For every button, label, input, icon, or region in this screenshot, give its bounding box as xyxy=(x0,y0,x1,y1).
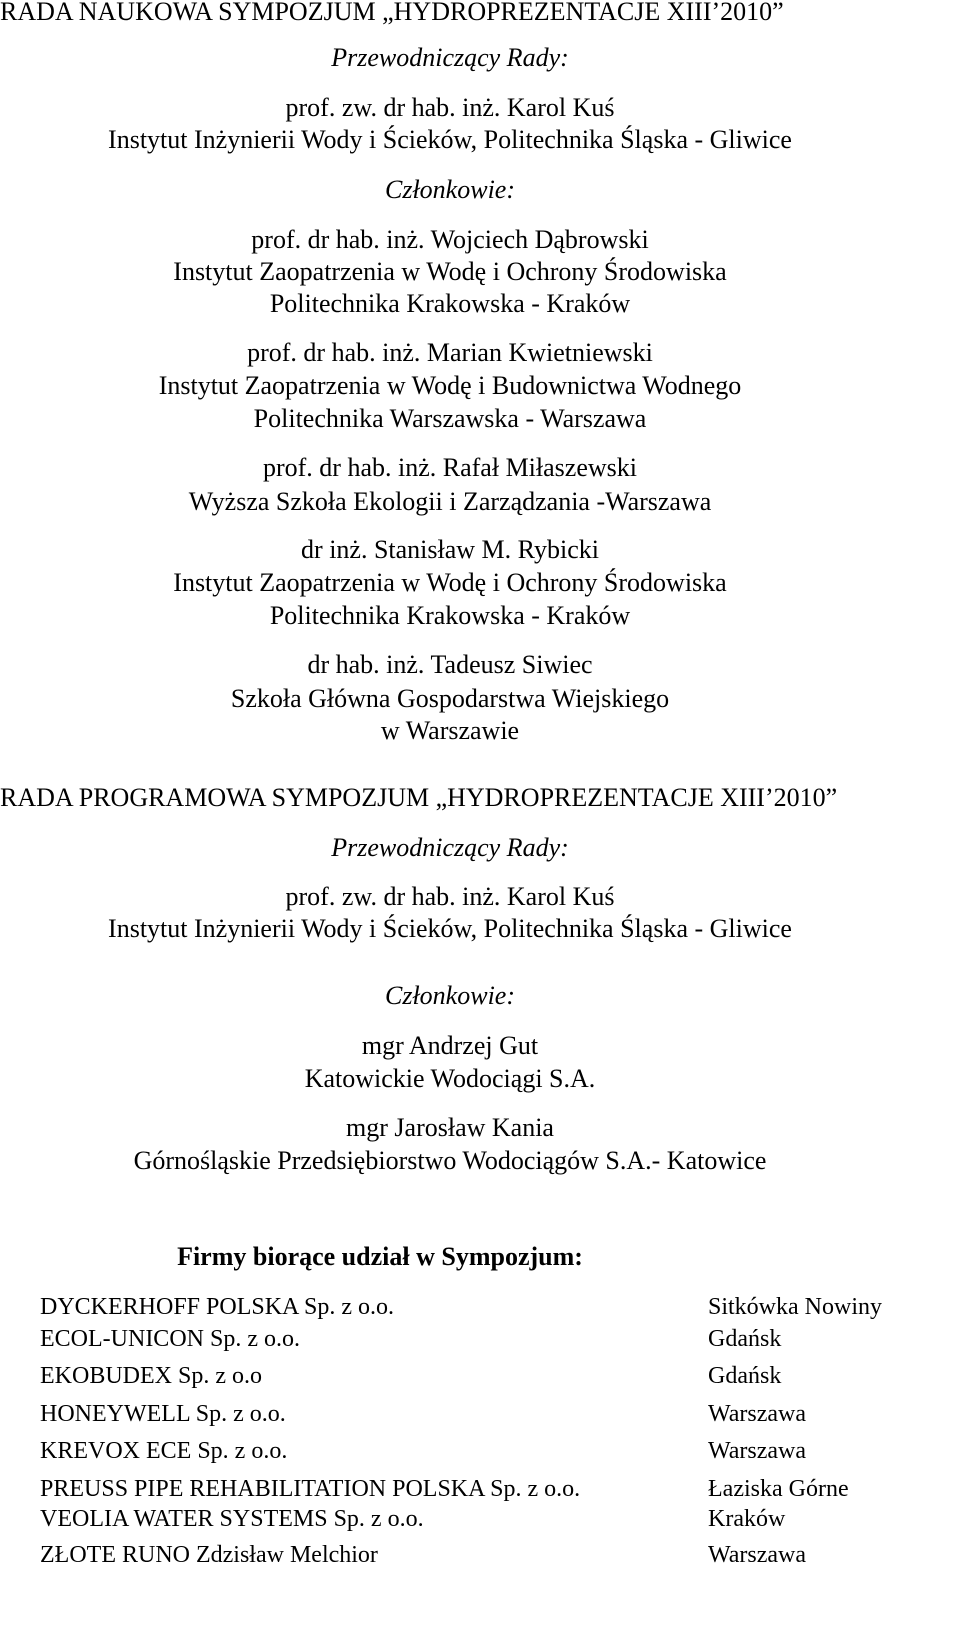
rada-programowa-members-label: Członkowie: xyxy=(385,981,515,1010)
member-name: prof. dr hab. inż. Marian Kwietniewski xyxy=(247,338,653,367)
member-affiliation: Instytut Zaopatrzenia w Wodę i Ochrony Środowiska xyxy=(173,568,727,597)
rada-naukowa-chair-affiliation: Instytut Inżynierii Wody i Ścieków, Politechnika Śląska - Gliwice xyxy=(108,125,792,154)
member-name: prof. dr hab. inż. Rafał Miłaszewski xyxy=(262,453,637,482)
member-affiliation: Szkoła Główna Gospodarstwa Wiejskiego xyxy=(230,684,670,713)
firm-name: PREUSS PIPE REHABILITATION POLSKA Sp. z o.o. xyxy=(40,1476,581,1502)
member-affiliation: Górnośląskie Przedsiębiorstwo Wodociągów S.A.- Katowice xyxy=(133,1146,767,1175)
firm-name: HONEYWELL Sp. z o.o. xyxy=(40,1401,286,1427)
rada-programowa-header: RADA PROGRAMOWA SYMPOZJUM „HYDROPREZENTACJE XIII’2010” xyxy=(0,783,838,812)
firm-name: KREVOX ECE Sp. z o.o. xyxy=(40,1438,288,1464)
firms-title: Firmy biorące udział w Sympozjum: xyxy=(177,1242,583,1271)
member-affiliation: Politechnika Krakowska - Kraków xyxy=(269,289,631,318)
member-name: mgr Jarosław Kania xyxy=(346,1113,554,1142)
member-affiliation: Politechnika Warszawska - Warszawa xyxy=(253,404,647,433)
rada-naukowa-chair-name: prof. zw. dr hab. inż. Karol Kuś xyxy=(285,93,615,122)
firm-city: Warszawa xyxy=(708,1438,807,1464)
firm-city: Kraków xyxy=(708,1506,786,1532)
firm-city: Gdańsk xyxy=(708,1363,782,1389)
rada-programowa-chair-label: Przewodniczący Rady: xyxy=(331,833,569,862)
firm-city: Warszawa xyxy=(708,1401,807,1427)
member-name: mgr Andrzej Gut xyxy=(361,1031,539,1060)
firm-city: Gdańsk xyxy=(708,1326,782,1352)
firm-city: Łaziska Górne xyxy=(708,1476,849,1502)
member-affiliation: Instytut Zaopatrzenia w Wodę i Budownictwa Wodnego xyxy=(158,371,742,400)
firm-city: Warszawa xyxy=(708,1542,807,1568)
rada-naukowa-members-label: Członkowie: xyxy=(385,175,515,204)
firm-name: ECOL-UNICON Sp. z o.o. xyxy=(40,1326,300,1352)
firm-name: EKOBUDEX Sp. z o.o xyxy=(40,1363,262,1389)
rada-naukowa-header: RADA NAUKOWA SYMPOZJUM „HYDROPREZENTACJE XIII’2010” xyxy=(0,0,784,26)
member-affiliation: Katowickie Wodociągi S.A. xyxy=(304,1064,596,1093)
rada-programowa-chair-affiliation: Instytut Inżynierii Wody i Ścieków, Politechnika Śląska - Gliwice xyxy=(108,914,792,943)
member-name: dr inż. Stanisław M. Rybicki xyxy=(301,535,599,564)
firm-name: DYCKERHOFF POLSKA Sp. z o.o. xyxy=(40,1294,395,1320)
member-affiliation: Wyższa Szkoła Ekologii i Zarządzania -Warszawa xyxy=(188,487,712,516)
rada-programowa-chair-name: prof. zw. dr hab. inż. Karol Kuś xyxy=(285,882,615,911)
rada-naukowa-chair-label: Przewodniczący Rady: xyxy=(331,43,569,72)
member-affiliation: w Warszawie xyxy=(380,716,520,745)
member-affiliation: Instytut Zaopatrzenia w Wodę i Ochrony Środowiska xyxy=(173,257,727,286)
firm-name: VEOLIA WATER SYSTEMS Sp. z o.o. xyxy=(40,1506,424,1532)
firm-name: ZŁOTE RUNO Zdzisław Melchior xyxy=(40,1542,378,1568)
firm-city: Sitkówka Nowiny xyxy=(708,1294,882,1320)
member-affiliation: Politechnika Krakowska - Kraków xyxy=(269,601,631,630)
member-name: dr hab. inż. Tadeusz Siwiec xyxy=(307,650,593,679)
member-name: prof. dr hab. inż. Wojciech Dąbrowski xyxy=(251,225,649,254)
